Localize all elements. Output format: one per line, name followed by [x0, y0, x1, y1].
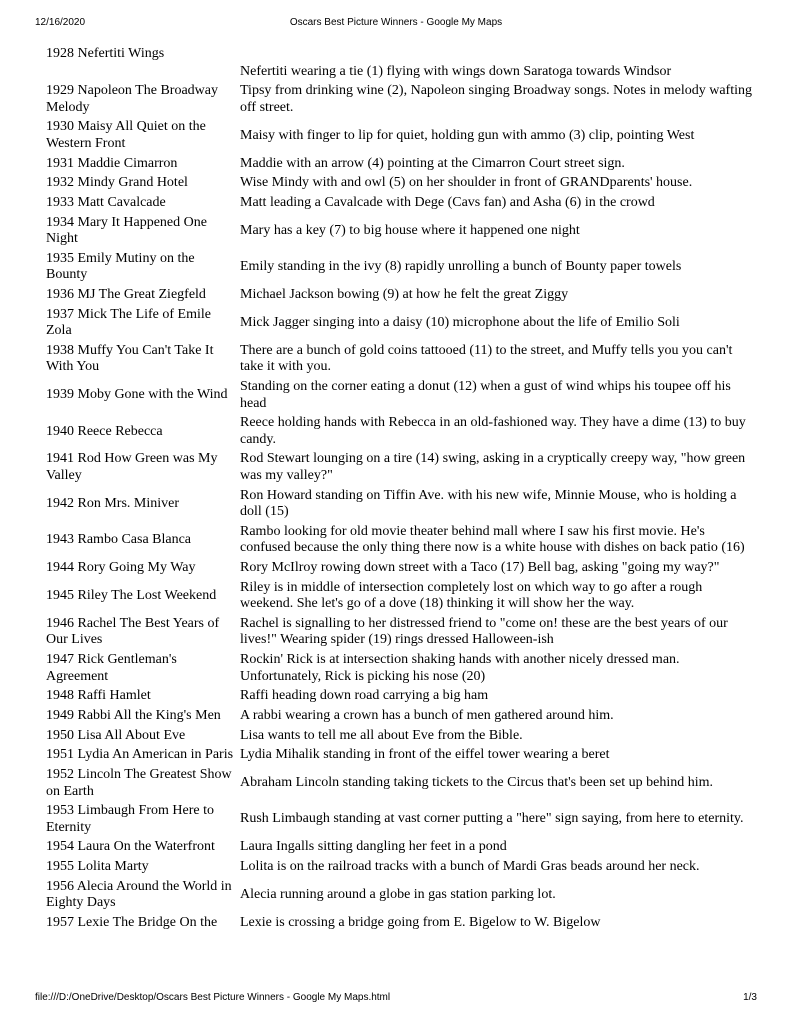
entry-description: Ron Howard standing on Tiffin Ave. with his new wife, Minnie Mouse, who is holding a doll (15)	[240, 487, 737, 520]
entry-title: 1954 Laura On the Waterfront	[46, 839, 215, 855]
entry-title: 1930 Maisy All Quiet on the Western Front	[46, 119, 206, 151]
entry-description: Reece holding hands with Rebecca in an old-fashioned way. They have a dime (13) to buy candy.	[240, 415, 746, 447]
entry-title: 1949 Rabbi All the King's Men	[46, 707, 221, 723]
entry-title: 1953 Limbaugh From Here to Eternity	[46, 803, 214, 835]
entry-title: 1942 Ron Mrs. Miniver	[46, 495, 179, 511]
entry-title: 1938 Muffy You Can't Take It With You	[46, 342, 214, 375]
entry-description: Rory McIlroy rowing down street with a Taco (17) Bell bag, asking "going my way?"	[240, 560, 720, 575]
entry-description: Lolita is on the railroad tracks with a bunch of Mardi Gras beads around her neck.	[240, 859, 700, 875]
list-item	[46, 451, 758, 484]
entry-description: Emily standing in the ivy (8) rapidly unrolling a bunch of Bounty paper towels	[240, 259, 682, 275]
entry-title: 1937 Mick The Life of Emile Zola	[46, 306, 211, 339]
list-item	[46, 287, 758, 304]
entry-title: 1928 Nefertiti Wings	[46, 46, 165, 61]
entry-title: 1940 Reece Rebecca	[46, 423, 163, 439]
entry-description: Mick Jagger singing into a daisy (10) microphone about the life of Emilio Soli	[240, 314, 680, 330]
entry-title: 1955 Lolita Marty	[46, 859, 149, 875]
entries-list	[46, 46, 758, 935]
list-item	[46, 767, 758, 800]
list-item	[46, 488, 758, 521]
entry-description: Alecia running around a globe in gas station parking lot.	[240, 887, 556, 902]
entry-description: Raffi heading down road carrying a big ham	[240, 688, 489, 704]
entry-title: 1950 Lisa All About Eve	[46, 727, 186, 743]
entry-title: 1934 Mary It Happened One Night	[46, 214, 207, 247]
page-number: 1/3	[743, 992, 757, 1003]
list-item	[46, 307, 758, 340]
list-item	[46, 879, 758, 912]
entry-title: 1929 Napoleon The Broadway Melody	[46, 83, 218, 115]
entry-description: Tipsy from drinking wine (2), Napoleon singing Broadway songs. Notes in melody wafting off street.	[240, 83, 752, 115]
entry-description: Lisa wants to tell me all about Eve from the Bible.	[240, 727, 523, 743]
print-date: 12/16/2020	[35, 17, 86, 28]
entry-description: Rachel is signalling to her distressed friend to "come on! these are the best years of our lives!" Wearing spider (19) rings dressed Halloween-ish	[240, 615, 728, 648]
entry-description: Rambo looking for old movie theater behind mall where I saw his first movie. He's confused because the only thing there now is a white house with dishes on back patio (16)	[240, 523, 745, 556]
entry-description: Maisy with finger to lip for quiet, holding gun with ammo (3) clip, pointing West	[240, 127, 695, 143]
entry-title: 1936 MJ The Great Ziegfeld	[46, 287, 206, 302]
list-item	[46, 46, 758, 80]
list-item	[46, 859, 758, 876]
entry-title: 1947 Rick Gentleman's Agreement	[46, 652, 177, 684]
entry-description: Lydia Mihalik standing in front of the eiffel tower wearing a beret	[240, 747, 610, 763]
entry-description: Standing on the corner eating a donut (12) when a gust of wind whips his toupee off his head	[240, 379, 731, 411]
entry-description: Rod Stewart lounging on a tire (14) swing, asking in a cryptically creepy way, "how green was my valley?"	[240, 451, 746, 483]
list-item	[46, 83, 758, 116]
entry-description: Mary has a key (7) to big house where it happened one night	[240, 222, 580, 238]
entry-title: 1932 Mindy Grand Hotel	[46, 175, 188, 191]
entry-description: Matt leading a Cavalcade with Dege (Cavs fan) and Asha (6) in the crowd	[240, 194, 655, 210]
entry-title: 1943 Rambo Casa Blanca	[46, 532, 192, 548]
entry-description: There are a bunch of gold coins tattooed (11) to the street, and Muffy tells you you can't take it with you.	[240, 342, 733, 375]
list-item	[46, 688, 758, 705]
list-item	[46, 156, 758, 173]
entry-description: A rabbi wearing a crown has a bunch of men gathered around him.	[240, 707, 614, 723]
list-item	[46, 915, 758, 932]
print-title: Oscars Best Picture Winners - Google My Maps	[289, 17, 503, 28]
entry-title: 1946 Rachel The Best Years of Our Lives	[46, 615, 220, 648]
entry-description: Wise Mindy with and owl (5) on her shoulder in front of GRANDparents' house.	[240, 175, 693, 191]
entry-description: Lexie is crossing a bridge going from E. Bigelow to W. Bigelow	[240, 914, 601, 930]
entry-title: 1945 Riley The Lost Weekend	[46, 587, 217, 603]
list-item	[46, 747, 758, 764]
list-item	[46, 728, 758, 745]
entry-title: 1941 Rod How Green was My Valley	[46, 451, 218, 483]
entry-description: Laura Ingalls sitting dangling her feet in a pond	[240, 839, 507, 855]
list-item	[46, 580, 758, 613]
list-item	[46, 524, 758, 557]
entry-title: 1944 Rory Going My Way	[46, 560, 196, 575]
entry-description: Michael Jackson bowing (9) at how he felt the great Ziggy	[240, 287, 569, 302]
list-item	[46, 803, 758, 836]
list-item	[46, 215, 758, 248]
entry-title: 1951 Lydia An American in Paris	[46, 747, 234, 763]
entry-title: 1948 Raffi Hamlet	[46, 688, 151, 704]
list-item	[46, 616, 758, 649]
entry-description: Maddie with an arrow (4) pointing at the Cimarron Court street sign.	[240, 155, 625, 171]
entry-title: 1957 Lexie The Bridge On the	[46, 914, 218, 930]
entry-description: Riley is in middle of intersection completely lost on which way to go after a rough weekend. She let's go of a dove (18) thinking it will show her the way.	[240, 579, 703, 612]
entry-description: Abraham Lincoln standing taking tickets to the Circus that's been set up behind him.	[240, 775, 713, 791]
list-item	[46, 175, 758, 192]
list-item	[46, 251, 758, 284]
entry-title: 1931 Maddie Cimarron	[46, 155, 178, 171]
entry-title: 1933 Matt Cavalcade	[46, 194, 166, 210]
list-item	[46, 652, 758, 685]
entry-description: Rockin' Rick is at intersection shaking hands with another nicely dressed man. Unfortunately, Rick is picking his nose (20)	[240, 652, 680, 684]
entry-title: 1939 Moby Gone with the Wind	[46, 387, 228, 403]
list-item	[46, 708, 758, 725]
list-item	[46, 560, 758, 577]
file-url: file:///D:/OneDrive/Desktop/Oscars Best Picture Winners - Google My Maps.html	[35, 992, 391, 1003]
list-item	[46, 839, 758, 856]
entry-description: Nefertiti wearing a tie (1) flying with wings down Saratoga towards Windsor	[240, 63, 672, 79]
entry-description: Rush Limbaugh standing at vast corner putting a "here" sign saying, from here to eternity.	[240, 811, 744, 827]
entry-title: 1956 Alecia Around the World in Eighty Days	[46, 878, 232, 911]
list-item	[46, 415, 758, 448]
entry-title: 1935 Emily Mutiny on the Bounty	[46, 250, 195, 283]
print-footer	[0, 992, 792, 1006]
list-item	[46, 343, 758, 376]
list-item	[46, 195, 758, 212]
entry-title: 1952 Lincoln The Greatest Show on Earth	[46, 767, 232, 799]
print-header	[0, 17, 792, 31]
list-item	[46, 119, 758, 152]
list-item	[46, 379, 758, 412]
